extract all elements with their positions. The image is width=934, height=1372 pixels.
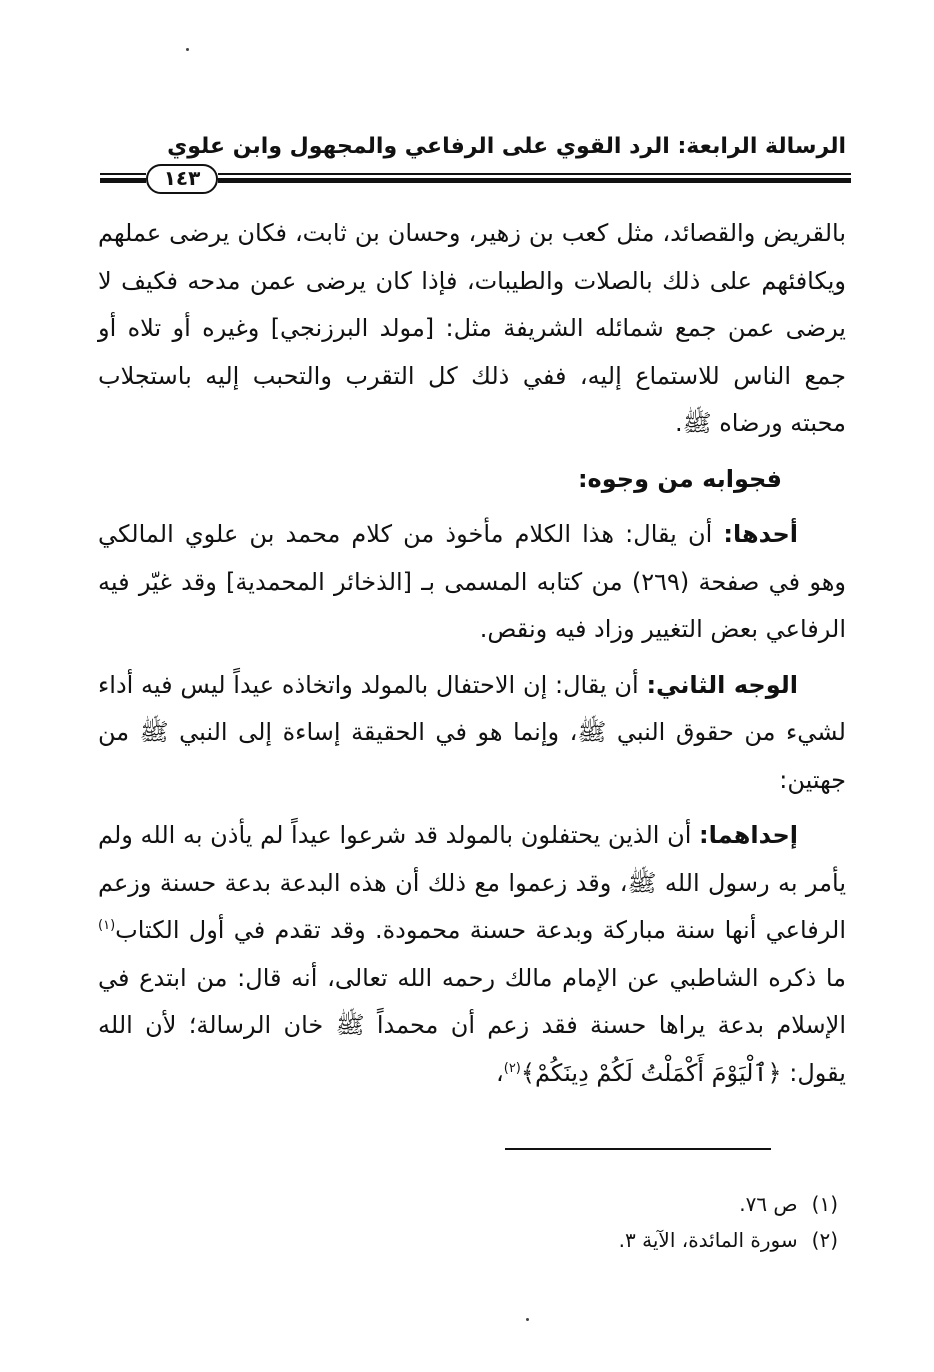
- scan-speck: [186, 48, 189, 51]
- footnote-2-text: سورة المائدة، الآية ٣.: [618, 1228, 798, 1252]
- paragraph-4-text-a: أن الذين يحتفلون بالمولد قد شرعوا عيداً لم يأذن به الله ولم يأمر به رسول الله ﷺ، وقد زعموا مع ذلك أن هذه البدعة بدعة حسنة وزعم الرفاعي أنها سنة مباركة وبدعة حسنة محمودة. وقد تقدم في أول الكتاب: [98, 821, 846, 944]
- paragraph-4-text-b: ما ذكره الشاطبي عن الإمام مالك رحمه الله تعالى، أنه قال: من ابتدع في الإسلام بدعة يراها حسنة فقد زعم أن محمداً ﷺ خان الرسالة؛ لأن الله يقول: ﴿ٱلْيَوْمَ أَكْمَلْتُ لَكُمْ دِينَكُمْ﴾: [98, 963, 846, 1087]
- footnote-ref-1[interactable]: (١): [98, 918, 116, 933]
- page-number: ١٤٣: [146, 164, 218, 194]
- header-rule-right: [218, 173, 851, 187]
- footnote-1-text: ص ٧٦.: [739, 1192, 798, 1216]
- paragraph-4-lead: إحداهما:: [699, 821, 798, 849]
- footnotes: [138, 1186, 838, 1258]
- header-rule-left: [100, 173, 146, 187]
- footnote-2: [138, 1222, 838, 1258]
- running-title: الرسالة الرابعة: الرد القوي على الرفاعي والمجهول وابن علوي: [167, 134, 846, 159]
- paragraph-3: [98, 662, 846, 805]
- paragraph-3-text: أن يقال: إن الاحتفال بالمولد واتخاذه عيداً ليس فيه أداء لشيء من حقوق النبي ﷺ، وإنما هو في الحقيقة إساءة إلى النبي ﷺ من جهتين:: [98, 670, 846, 794]
- footnote-separator: [505, 1148, 771, 1150]
- paragraph-2-lead: أحدها:: [723, 520, 798, 548]
- paragraph-1: بالقريض والقصائد، مثل كعب بن زهير، وحسان بن ثابت، فكان يرضى عملهم ويكافئهم على ذلك بالصلات والطيبات، فإذا كان يرضى عمن مدحه فكيف لا يرضى عمن جمع شمائله الشريفة مثل: [مولد البرزنجي] وغيره أو تلاه أو جمع الناس للاستماع إليه، ففي ذلك كل التقرب والتحبب إليه باستجلاب محبته ورضاه ﷺ.: [98, 219, 846, 437]
- footnote-1: [138, 1186, 838, 1222]
- scan-speck: [526, 1318, 529, 1321]
- paragraph-4-text-c: ،: [495, 1058, 504, 1087]
- section-heading: فجوابه من وجوه:: [577, 464, 782, 493]
- main-text: [98, 210, 846, 1097]
- footnote-ref-2[interactable]: (٢): [503, 1060, 521, 1076]
- footnote-1-number: (١): [811, 1192, 838, 1216]
- paragraph-4: [98, 812, 846, 1097]
- paragraph-3-lead: الوجه الثاني:: [646, 670, 799, 699]
- paragraph-2: [98, 511, 846, 654]
- paragraph-2-text: أن يقال: هذا الكلام مأخوذ من كلام محمد بن علوي المالكي وهو في صفحة (٢٦٩) من كتابه المسمى بـ [الذخائر المحمدية] وقد غيّر فيه الرفاعي بعض التغيير وزاد فيه ونقص.: [98, 520, 846, 643]
- footnote-2-number: (٢): [811, 1228, 838, 1252]
